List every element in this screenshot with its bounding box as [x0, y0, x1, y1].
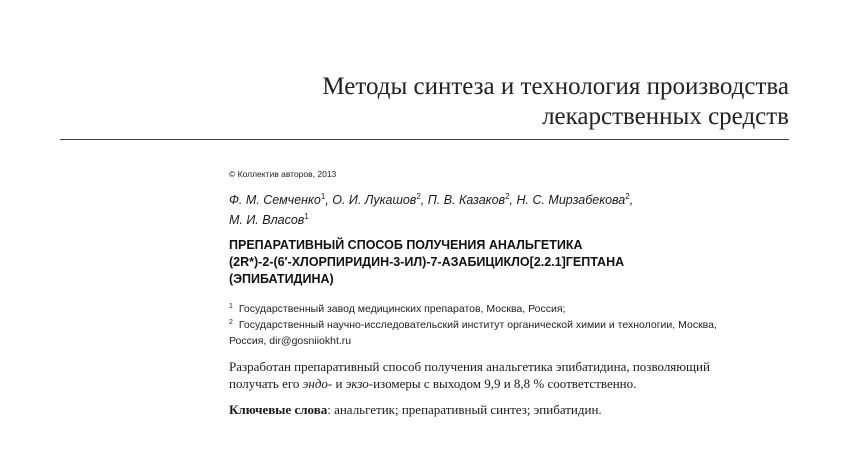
author-list — [229, 190, 749, 230]
affiliation-text: Государственный научно-исследовательский институт органической химии и технологии, Москва, — [238, 319, 717, 331]
author-name: Н. С. Мирзабекова — [516, 193, 626, 207]
author-affiliation-mark: 2 — [505, 192, 510, 201]
affiliation-number: 2 — [229, 319, 233, 326]
paper-title-line-1: ПРЕПАРАТИВНЫЙ СПОСОБ ПОЛУЧЕНИЯ АНАЛЬГЕТИКА — [229, 238, 583, 252]
author-separator: , — [629, 193, 634, 207]
header-divider — [60, 139, 789, 140]
abstract-text: получать его — [229, 376, 303, 391]
author-name: П. В. Казаков — [427, 193, 506, 207]
author-name: М. И. Власов — [229, 213, 305, 227]
section-title-line-2: лекарственных средств — [542, 103, 789, 130]
abstract-line-2 — [229, 375, 774, 392]
affiliation-number: 1 — [229, 303, 233, 310]
author-affiliation-mark: 2 — [625, 192, 630, 201]
affiliation-item — [229, 317, 789, 333]
copyright-notice: © Коллектив авторов, 2013 — [229, 169, 337, 179]
abstract-endo-term: эндо — [302, 376, 328, 391]
section-title — [229, 72, 789, 132]
keywords — [229, 401, 774, 418]
paper-title-line-2: (2R*)-2-(6′-ХЛОРПИРИДИН-3-ИЛ)-7-АЗАБИЦИКЛО[2.2.1]ГЕПТАНА — [229, 255, 625, 269]
paper-title — [229, 237, 749, 288]
keywords-text: : анальгетик; препаративный синтез; эпибатидин. — [327, 402, 602, 417]
author-affiliation-mark: 1 — [320, 192, 326, 201]
author-name: О. И. Лукашов — [332, 193, 417, 207]
affiliation-list — [229, 301, 789, 349]
author-separator: , — [325, 193, 333, 207]
author-separator: , — [509, 193, 517, 207]
affiliation-text: Государственный завод медицинских препаратов, Москва, Россия; — [238, 303, 566, 315]
keywords-label: Ключевые слова — [229, 402, 328, 417]
abstract-text: -изомеры с выходом 9,9 и 8,8 % соответственно. — [368, 376, 637, 391]
affiliation-continuation: Россия, dir@gosniiokht.ru — [229, 335, 352, 347]
author-affiliation-mark: 1 — [304, 212, 309, 221]
author-separator: , — [420, 193, 428, 207]
abstract-text: - и — [327, 376, 346, 391]
author-affiliation-mark: 2 — [416, 192, 421, 201]
section-title-line-1: Методы синтеза и технология производства — [322, 73, 789, 100]
abstract-line-1: Разработан препаративный способ получения анальгетика эпибатидина, позволяющий — [229, 359, 710, 374]
affiliation-item — [229, 301, 789, 317]
abstract — [229, 358, 774, 392]
author-name: Ф. М. Семченко — [229, 193, 321, 207]
abstract-exo-term: экзо — [345, 376, 369, 391]
paper-title-line-3: (ЭПИБАТИДИНА) — [229, 272, 334, 286]
